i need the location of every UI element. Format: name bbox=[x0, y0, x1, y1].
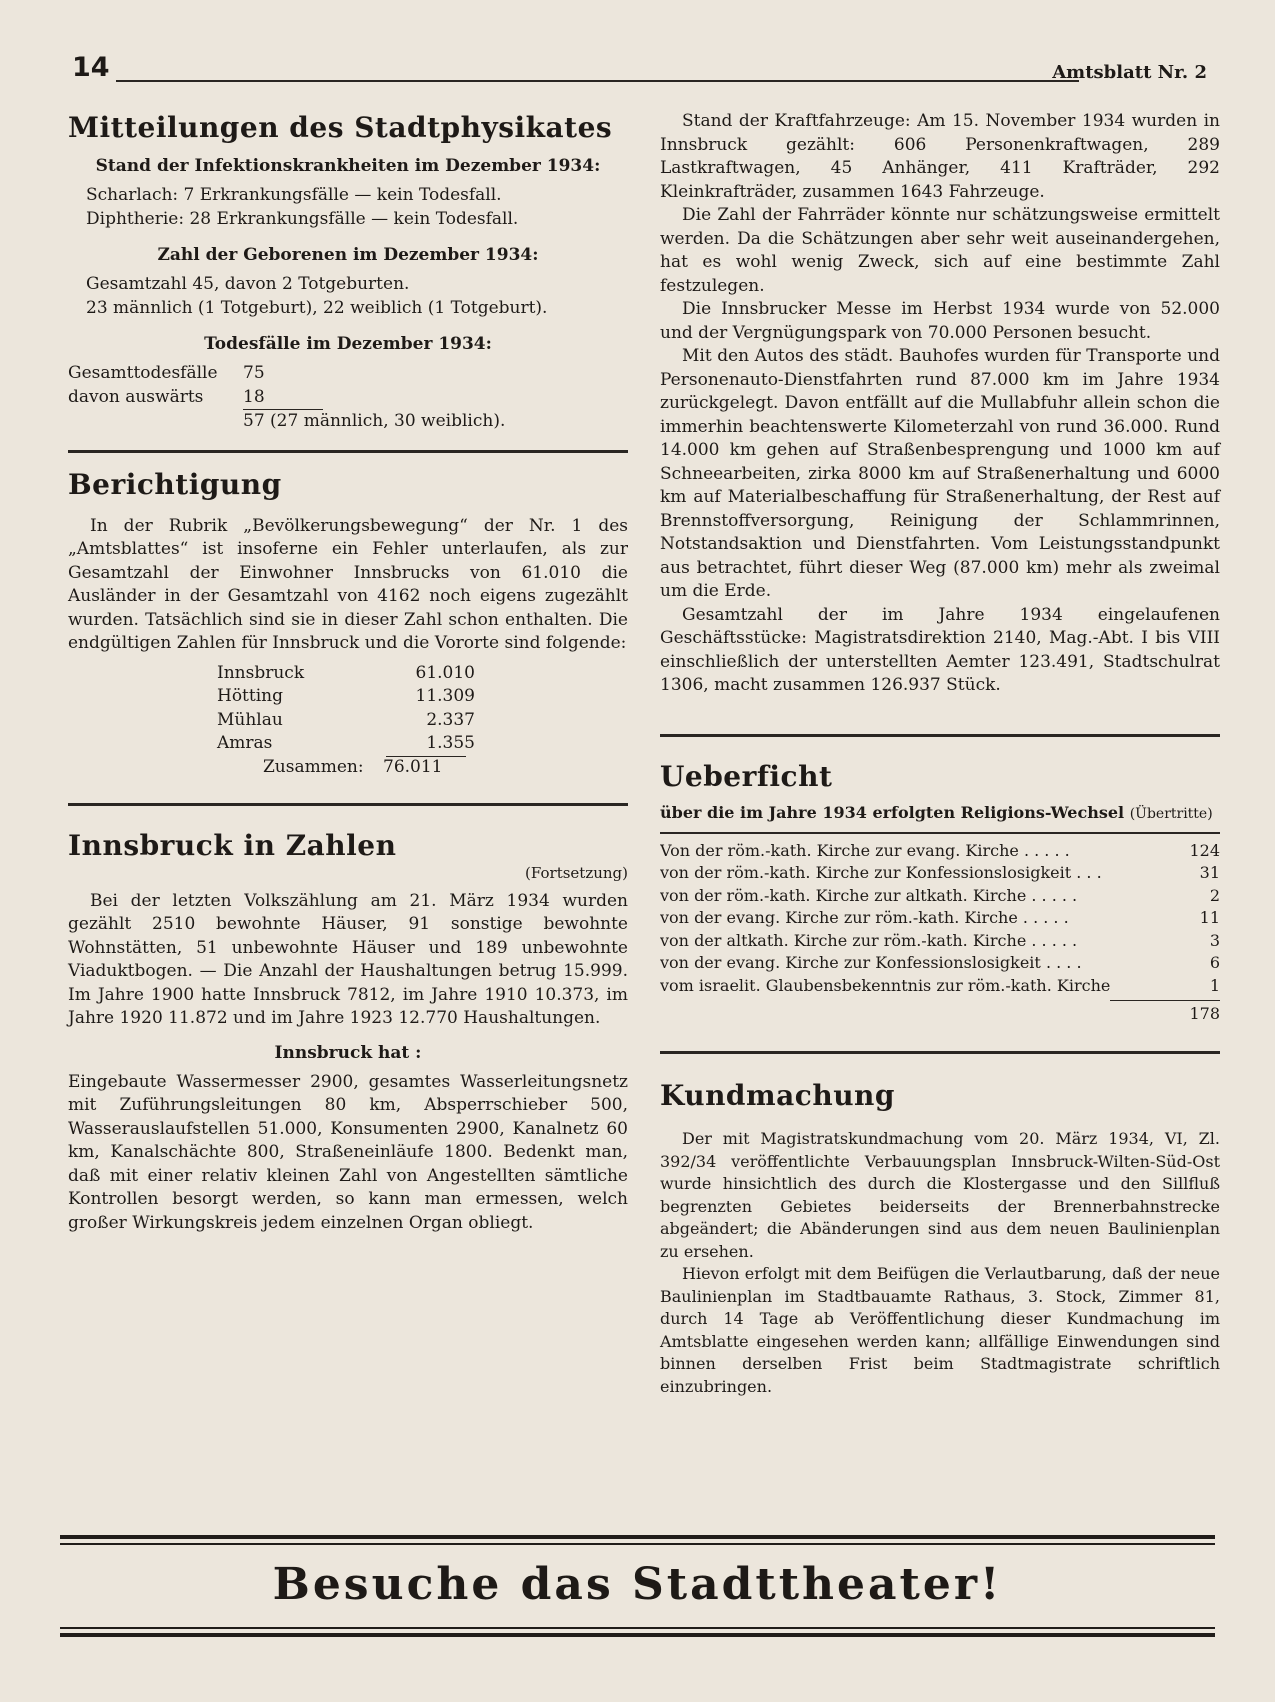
uebersicht-subtitle bbox=[660, 803, 1220, 822]
stat-line: Scharlach: 7 Erkrankungsfälle — kein Todesfall. bbox=[86, 185, 502, 205]
population-value: 11.309 bbox=[415, 686, 475, 706]
religion-change-row bbox=[660, 885, 1220, 908]
religion-change-label: von der altkath. Kirche zur röm.-kath. Kirche . . . . . bbox=[660, 930, 1078, 950]
section-divider bbox=[660, 1051, 1220, 1054]
banner-rule bbox=[60, 1633, 1215, 1637]
uebersicht-subtitle-note: (Übertritte) bbox=[1129, 805, 1213, 822]
section-title-kundmachung: Kundmachung bbox=[660, 1079, 895, 1112]
religion-change-value: 6 bbox=[1209, 953, 1220, 972]
religion-change-total: 178 bbox=[1110, 1000, 1220, 1027]
population-value: 1.355 bbox=[426, 733, 475, 753]
population-row bbox=[213, 709, 479, 733]
population-row bbox=[213, 685, 479, 709]
zahlen-paragraph: Eingebaute Wassermesser 2900, gesamtes Wasserleitungsnetz mit Zuführungsleitungen 80 km, Absperrschieber 500, Wasserauslaufstellen 51.000, Konsumenten 2900, Kanalnetz 60 km, Kanalschächte 800, Straßeneinläufe 1800. Bedenkt man, daß mit einer relativ kleinen Zahl von Angestellten sämtliche Kontrollen besorgt werden, so kann man ermessen, welch großer Wirkungskreis jedem einzelnen Organ obliegt. bbox=[68, 1071, 628, 1233]
kundmachung-paragraph: Hievon erfolgt mit dem Beifügen die Verlautbarung, daß der neue Baulinienplan im Stadtbauamte Rathaus, 3. Stock, Zimmer 81, durch 14 Tage ab Veröffentlichung dieser Kundmachung im Amtsblatte eingesehen werden kann; allfällige Einwendungen sind binnen derselben Frist beim Stadtmagistrate schriftlich einzubringen. bbox=[660, 1264, 1220, 1396]
continuation-note: (Fortsetzung) bbox=[525, 863, 628, 882]
religion-change-label: von der evang. Kirche zur Konfessionslosigkeit . . . . bbox=[660, 953, 1082, 972]
left-column bbox=[68, 110, 628, 1235]
religion-change-row bbox=[660, 907, 1220, 930]
subheading-births: Zahl der Geborenen im Dezember 1934: bbox=[157, 245, 539, 265]
kundmachung-paragraph: Der mit Magistratskundmachung vom 20. März 1934, VI, Zl. 392/34 veröffentlichte Verbauungsplan Innsbruck-Wilten-Süd-Ost wurde hinsichtlich des durch die Klostergasse und den Sillfluß begrenzten Gebietes beiderseits der Brennerbahnstrecke abgeändert; die Abänderungen sind aus dem neuen Baulinienplan zu ersehen. bbox=[660, 1129, 1220, 1261]
religion-change-value: 31 bbox=[1199, 863, 1220, 882]
population-place: Hötting bbox=[217, 686, 283, 706]
stat-line: Diphtherie: 28 Erkrankungsfälle — kein Todesfall. bbox=[86, 208, 519, 229]
subheading-innsbruck-hat: Innsbruck hat : bbox=[274, 1042, 422, 1063]
section-divider bbox=[68, 450, 628, 453]
section-divider bbox=[68, 803, 628, 806]
religion-change-value: 11 bbox=[1199, 908, 1220, 927]
subheading-deaths: Todesfälle im Dezember 1934: bbox=[204, 334, 492, 354]
stat-line: Gesamtzahl 45, davon 2 Totgeburten. bbox=[86, 274, 410, 294]
population-table bbox=[213, 662, 479, 756]
subheading-infections: Stand der Infektionskrankheiten im Dezember 1934: bbox=[95, 156, 601, 176]
religion-change-label: von der evang. Kirche zur röm.-kath. Kirche . . . . . bbox=[660, 908, 1069, 927]
population-row bbox=[213, 662, 479, 686]
banner-rule bbox=[60, 1627, 1215, 1629]
religion-change-row bbox=[660, 840, 1220, 863]
deaths-row bbox=[68, 386, 628, 410]
header-rule bbox=[116, 80, 1079, 82]
religion-change-label: vom israelit. Glaubensbekenntnis zur röm.-kath. Kirche bbox=[660, 975, 1111, 995]
religion-change-row bbox=[660, 952, 1220, 975]
kraftfahrzeuge-paragraph: Stand der Kraftfahrzeuge: Am 15. November 1934 wurden in Innsbruck gezählt: 606 Personenkraftwagen, 289 Lastkraftwagen, 45 Anhänger, 411 Krafträder, 292 Kleinkrafträder, zusammen 1643 Fahrzeuge. bbox=[660, 111, 1220, 202]
population-place: Innsbruck bbox=[217, 662, 305, 683]
issue-label: Amtsblatt Nr. 2 bbox=[1052, 62, 1207, 83]
population-total bbox=[263, 757, 628, 777]
religion-change-label: von der röm.-kath. Kirche zur Konfessionslosigkeit . . . bbox=[660, 863, 1102, 882]
religion-change-label: Von der röm.-kath. Kirche zur evang. Kirche . . . . . bbox=[660, 840, 1070, 860]
section-divider bbox=[660, 734, 1220, 737]
religion-change-value: 2 bbox=[1209, 885, 1220, 905]
population-place: Mühlau bbox=[217, 709, 283, 730]
deaths-total: 57 (27 männlich, 30 weiblich). bbox=[243, 411, 506, 431]
bauhof-paragraph: Mit den Autos des städt. Bauhofes wurden für Transporte und Personenauto-Dienstfahrten rund 87.000 km im Jahre 1934 zurückgelegt. Davon entfällt auf die Mullabfuhr allein schon die immerhin beachtenswerte Kilometerzahl von rund 36.000. Rund 14.000 km gehen auf Straßenbesprengung und 1000 km auf Schneearbeiten, zirka 8000 km auf Straßenerhaltung und 6000 km auf Materialbeschaffung für Straßenerhaltung, der Rest auf Brennstoffversorgung, Reinigung der Schlammrinnen, Notstandsaktion und Dienstfahrten. Vom Leistungsstandpunkt aus betrachtet, führt dieser Weg (87.000 km) mehr als zweimal um die Erde. bbox=[660, 346, 1220, 601]
religion-change-label: von der röm.-kath. Kirche zur altkath. Kirche . . . . . bbox=[660, 885, 1078, 905]
deaths-row bbox=[68, 362, 628, 386]
zahlen-paragraph: Bei der letzten Volkszählung am 21. März 1934 wurden gezählt 2510 bewohnte Häuser, 91 sonstige bewohnte Wohnstätten, 51 unbewohnte Häuser und 189 unbewohnte Viaduktbogen. — Die Anzahl der Haushaltungen betrug 15.999. Im Jahre 1900 hatte Innsbruck 7812, im Jahre 1910 10.373, im Jahre 1920 11.872 und im Jahre 1923 12.770 Haushaltungen. bbox=[68, 890, 628, 1028]
berichtigung-text: In der Rubrik „Bevölkerungsbewegung“ der Nr. 1 des „Amtsblattes“ ist insoferne ein Fehler unterlaufen, als zur Gesamtzahl der Einwohner Innsbrucks von 61.010 die Ausländer in der Gesamtzahl von 4162 noch eigens zugezählt wurden. Tatsächlich sind sie in dieser Zahl schon enthalten. Die endgültigen Zahlen für Innsbruck und die Vororte sind folgende: bbox=[68, 515, 628, 653]
population-value: 2.337 bbox=[426, 709, 475, 730]
messe-paragraph: Die Innsbrucker Messe im Herbst 1934 wurde von 52.000 und der Vergnügungspark von 70.000 Personen besucht. bbox=[660, 299, 1220, 343]
table-rule bbox=[660, 832, 1220, 834]
religion-change-row bbox=[660, 975, 1220, 998]
religion-change-row bbox=[660, 862, 1220, 885]
religion-change-value: 1 bbox=[1209, 975, 1220, 995]
population-total-label: Zusammen: bbox=[263, 756, 364, 777]
banner-text: Besuche das Stadttheater! bbox=[272, 1559, 1003, 1610]
religion-change-row bbox=[660, 930, 1220, 953]
section-title-berichtigung: Berichtigung bbox=[68, 467, 282, 501]
stat-line: 23 männlich (1 Totgeburt), 22 weiblich (1 Totgeburt). bbox=[86, 297, 548, 318]
section-title-uebersicht: Ueberficht bbox=[660, 759, 833, 793]
deaths-label: Gesamttodesfälle bbox=[68, 363, 218, 383]
population-value: 61.010 bbox=[415, 662, 475, 683]
bottom-banner bbox=[60, 1535, 1215, 1635]
deaths-label: davon auswärts bbox=[68, 386, 204, 407]
deaths-value: 75 bbox=[243, 363, 265, 383]
population-total-value: 76.011 bbox=[383, 756, 443, 777]
page-number: 14 bbox=[72, 52, 110, 83]
religion-change-value: 124 bbox=[1189, 840, 1220, 860]
religion-change-list bbox=[660, 840, 1220, 998]
fahrraeder-paragraph: Die Zahl der Fahrräder könnte nur schätzungsweise ermittelt werden. Da die Schätzungen aber sehr weit auseinandergehen, hat es wohl wenig Zweck, sich auf eine bestimmte Zahl festzulegen. bbox=[660, 205, 1220, 296]
geschaeftsstuecke-paragraph: Gesamtzahl der im Jahre 1934 eingelaufenen Geschäftsstücke: Magistratsdirektion 2140, Mag.-Abt. I bis VIII einschließlich der unterstellten Aemter 123.491, Stadtschulrat 1306, macht zusammen 126.937 Stück. bbox=[660, 604, 1220, 695]
uebersicht-subtitle-text: über die im Jahre 1934 erfolgten Religions-Wechsel bbox=[660, 802, 1125, 822]
banner-rule bbox=[60, 1543, 1215, 1545]
section-title-innsbruck-in-zahlen: Innsbruck in Zahlen bbox=[68, 828, 397, 862]
deaths-value: 18 bbox=[243, 386, 265, 407]
banner-rule bbox=[60, 1535, 1215, 1539]
religion-change-value: 3 bbox=[1209, 930, 1220, 950]
right-column bbox=[660, 110, 1220, 1398]
population-place: Amras bbox=[217, 733, 273, 753]
page-header bbox=[68, 52, 1207, 88]
section-title-stadtphysikat: Mitteilungen des Stadtphysikates bbox=[68, 111, 613, 144]
population-row bbox=[213, 732, 479, 756]
